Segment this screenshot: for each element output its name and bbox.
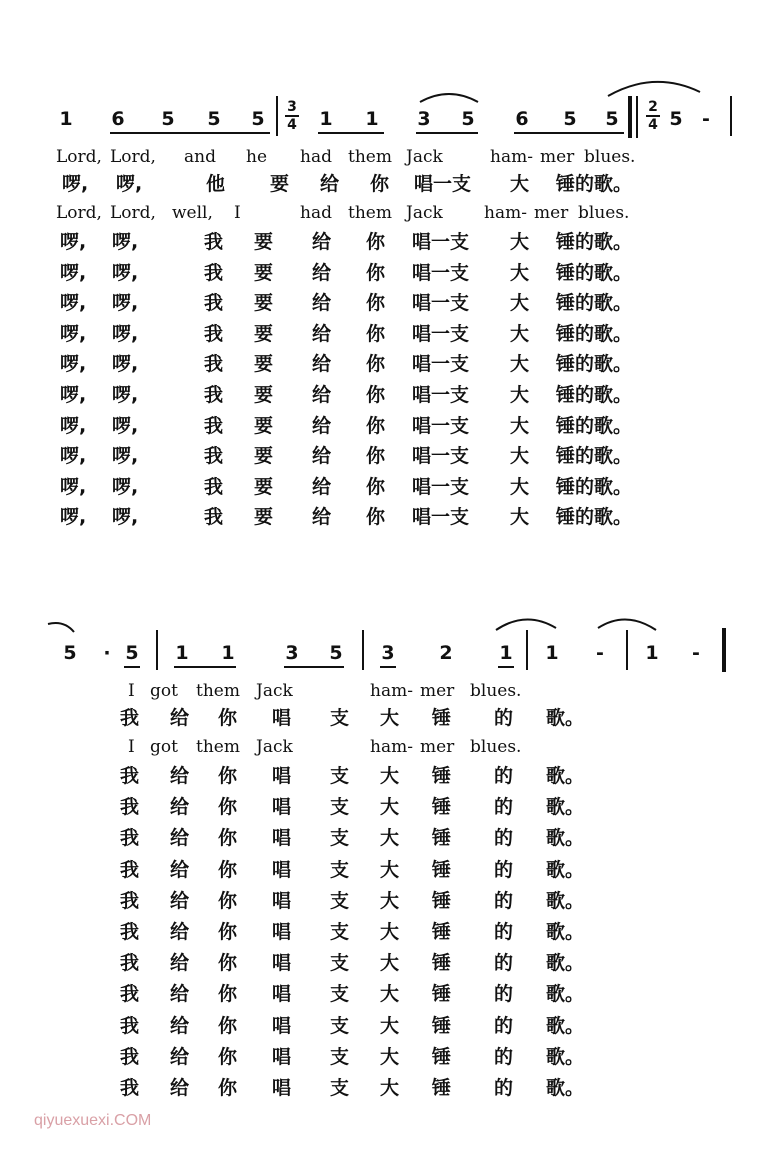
note: 5 (329, 642, 343, 664)
note: 1 (175, 642, 189, 664)
lyric-char: 你 (218, 889, 238, 912)
lyric-char: 大 (380, 889, 400, 912)
lyric-char: 你 (218, 707, 238, 729)
lyric-char: 唱 (272, 921, 292, 943)
lyric-char: 给 (170, 952, 190, 975)
lyric-char: 要 (254, 506, 274, 529)
lyric-char: 唱 (272, 983, 292, 1006)
lyric-char: 支 (330, 952, 350, 975)
lyric-char: 歌。 (546, 1077, 585, 1099)
lyric-char: 锤 (432, 858, 452, 881)
time-signature: 2 4 (646, 100, 660, 132)
dash: - (596, 642, 604, 664)
lyric-char: 你 (218, 921, 238, 943)
lyric-word: Jack (256, 681, 293, 701)
lyric-char: 你 (370, 173, 390, 195)
note: 1 (645, 642, 659, 664)
lyric-char: 支 (330, 921, 350, 943)
lyric-char: 要 (254, 384, 274, 406)
lyric-char: 的 (494, 765, 514, 787)
lyric-char: 我 (204, 384, 224, 406)
lyric-char: 给 (312, 475, 332, 498)
lyric-char: 唱 (272, 858, 292, 881)
lyric-char: 唱一支 (412, 475, 470, 498)
beam-underline (498, 666, 514, 668)
lyric-char: 唱 (272, 1014, 292, 1037)
lyric-char: 给 (170, 889, 190, 912)
lyric-char: 啰, (60, 322, 87, 345)
lyric-char: 给 (312, 322, 332, 345)
lyric-word: had (300, 147, 332, 167)
lyric-char: 唱一支 (412, 506, 470, 529)
lyric-char: 我 (204, 414, 224, 437)
lyric-char: 的 (494, 889, 514, 912)
slur (418, 90, 480, 104)
note: 1 (59, 108, 73, 130)
lyric-char: 啰, (112, 414, 139, 437)
lyric-char: 大 (510, 173, 530, 195)
lyric-word: mer (420, 681, 455, 701)
lyric-char: 锤的歌。 (556, 475, 633, 498)
dot: · (103, 642, 111, 664)
lyric-char: 你 (218, 765, 238, 787)
lyric-char: 啰, (60, 231, 87, 253)
lyric-char: 你 (366, 445, 386, 468)
lyric-char: 唱 (272, 765, 292, 787)
lyric-char: 大 (380, 707, 400, 729)
note: 3 (285, 642, 299, 664)
note: 3 (381, 642, 395, 664)
lyric-char: 你 (218, 796, 238, 819)
lyric-char: 啰, (112, 353, 139, 376)
lyric-word: Lord, (110, 203, 156, 223)
lyric-word: them (348, 147, 392, 167)
lyric-word: had (300, 203, 332, 223)
lyric-char: 你 (366, 414, 386, 437)
lyric-char: 啰, (112, 475, 139, 498)
lyric-char: 你 (366, 322, 386, 345)
lyric-char: 唱 (272, 1045, 292, 1068)
lyric-char: 你 (218, 952, 238, 975)
lyric-char: 锤的歌。 (556, 173, 633, 195)
lyric-char: 的 (494, 827, 514, 850)
lyric-word: mer (534, 203, 569, 223)
lyric-char: 锤 (432, 1014, 452, 1037)
lyric-char: 的 (494, 1045, 514, 1068)
lyric-char: 的 (494, 858, 514, 881)
lyric-word: blues. (578, 203, 630, 223)
lyric-char: 歌。 (546, 889, 585, 912)
lyric-char: 给 (312, 231, 332, 253)
note: 1 (221, 642, 235, 664)
lyric-char: 锤 (432, 983, 452, 1006)
lyric-char: 给 (312, 292, 332, 315)
beam-underline (124, 666, 140, 668)
lyric-char: 我 (204, 231, 224, 253)
lyric-char: 支 (330, 983, 350, 1006)
lyric-char: 要 (254, 414, 274, 437)
lyric-char: 大 (510, 353, 530, 376)
lyric-char: 支 (330, 889, 350, 912)
lyric-char: 唱一支 (414, 173, 472, 195)
lyric-char: 我 (204, 292, 224, 315)
lyric-char: 歌。 (546, 765, 585, 787)
lyric-char: 啰, (60, 445, 87, 468)
lyric-char: 我 (120, 1045, 140, 1068)
lyric-char: 锤 (432, 1045, 452, 1068)
lyric-char: 锤 (432, 952, 452, 975)
lyric-word: them (348, 203, 392, 223)
lyric-char: 大 (510, 414, 530, 437)
lyric-char: 大 (510, 261, 530, 284)
lyric-word: ham- (370, 737, 413, 757)
lyric-word: ham- (490, 147, 533, 167)
slur (606, 76, 702, 98)
lyric-char: 支 (330, 1045, 350, 1068)
lyric-char: 要 (270, 173, 290, 195)
lyric-char: 的 (494, 707, 514, 729)
lyric-char: 他 (206, 173, 226, 195)
lyric-char: 你 (218, 1014, 238, 1037)
lyric-char: 啰, (60, 506, 87, 529)
lyric-char: 你 (366, 384, 386, 406)
lyric-char: 啰, (112, 506, 139, 529)
lyric-word: Jack (406, 147, 443, 167)
lyric-word: Jack (406, 203, 443, 223)
lyric-char: 锤 (432, 921, 452, 943)
lyric-char: 歌。 (546, 952, 585, 975)
lyric-word: Lord, (110, 147, 156, 167)
lyric-char: 要 (254, 261, 274, 284)
lyric-word: blues. (470, 737, 522, 757)
lyric-char: 锤的歌。 (556, 414, 633, 437)
lyric-char: 大 (510, 475, 530, 498)
lyric-char: 锤的歌。 (556, 506, 633, 529)
lyric-char: 唱 (272, 827, 292, 850)
lyric-char: 大 (380, 952, 400, 975)
lyric-word: Lord, (56, 147, 102, 167)
watermark: qiyuexuexi.COM (34, 1112, 152, 1129)
lyric-char: 我 (120, 921, 140, 943)
lyric-word: ham- (370, 681, 413, 701)
lyric-char: 唱一支 (412, 231, 470, 253)
lyric-char: 支 (330, 765, 350, 787)
lyric-char: 啰, (112, 384, 139, 406)
lyric-char: 锤的歌。 (556, 384, 633, 406)
lyric-char: 锤 (432, 765, 452, 787)
lyric-char: 大 (380, 1045, 400, 1068)
lyric-char: 锤的歌。 (556, 353, 633, 376)
lyric-char: 给 (312, 506, 332, 529)
lyric-char: 啰, (112, 322, 139, 345)
lyric-char: 啰, (60, 475, 87, 498)
lyric-char: 支 (330, 1077, 350, 1099)
note: 5 (63, 642, 77, 664)
lyric-char: 啰, (60, 414, 87, 437)
lyric-char: 锤 (432, 796, 452, 819)
dash: - (702, 108, 710, 130)
lyric-char: 你 (366, 292, 386, 315)
lyric-char: 的 (494, 1077, 514, 1099)
lyric-word: I (128, 737, 135, 757)
lyric-char: 要 (254, 353, 274, 376)
lyric-char: 要 (254, 322, 274, 345)
lyric-char: 我 (120, 858, 140, 881)
lyric-char: 我 (120, 707, 140, 729)
lyric-char: 锤 (432, 889, 452, 912)
lyric-char: 我 (120, 1077, 140, 1099)
lyric-char: 大 (510, 384, 530, 406)
lyric-char: 我 (204, 353, 224, 376)
lyric-char: 要 (254, 445, 274, 468)
lyric-word: he (246, 147, 268, 167)
lyric-char: 给 (170, 1077, 190, 1099)
lyric-char: 大 (510, 231, 530, 253)
lyric-word: and (184, 147, 216, 167)
lyric-word: mer (540, 147, 575, 167)
lyric-char: 唱一支 (412, 353, 470, 376)
lyric-char: 啰, (112, 445, 139, 468)
lyric-char: 给 (312, 445, 332, 468)
lyric-char: 的 (494, 921, 514, 943)
lyric-char: 锤 (432, 707, 452, 729)
lyric-char: 你 (366, 353, 386, 376)
lyric-char: 唱 (272, 1077, 292, 1099)
lyric-char: 给 (312, 384, 332, 406)
double-bar-line (628, 96, 632, 138)
lyric-char: 给 (312, 261, 332, 284)
lyric-char: 歌。 (546, 983, 585, 1006)
lyric-char: 我 (204, 261, 224, 284)
lyric-char: 锤的歌。 (556, 231, 633, 253)
lyric-word: blues. (470, 681, 522, 701)
lyric-word: them (196, 681, 240, 701)
lyric-char: 唱一支 (412, 292, 470, 315)
dash: - (692, 642, 700, 664)
lyric-word: I (234, 203, 241, 223)
lyric-word: ham- (484, 203, 527, 223)
lyric-char: 大 (380, 983, 400, 1006)
lyric-char: 给 (170, 765, 190, 787)
lyric-char: 大 (380, 1014, 400, 1037)
lyric-char: 唱 (272, 889, 292, 912)
lyric-char: 给 (170, 983, 190, 1006)
bar-line (626, 630, 628, 670)
beam-underline (380, 666, 396, 668)
lyric-char: 你 (218, 1045, 238, 1068)
lyric-char: 唱一支 (412, 322, 470, 345)
lyric-char: 给 (312, 353, 332, 376)
lyric-char: 啰, (60, 353, 87, 376)
lyric-char: 锤的歌。 (556, 322, 633, 345)
note: 6 (515, 108, 529, 130)
note: 5 (461, 108, 475, 130)
note: 6 (111, 108, 125, 130)
lyric-char: 给 (170, 1014, 190, 1037)
lyric-char: 唱一支 (412, 445, 470, 468)
lyric-char: 锤的歌。 (556, 261, 633, 284)
lyric-char: 大 (380, 796, 400, 819)
lyric-char: 支 (330, 1014, 350, 1037)
bar-line (362, 630, 364, 670)
lyric-char: 唱一支 (412, 414, 470, 437)
lyric-char: 我 (120, 765, 140, 787)
bar-line (526, 630, 528, 670)
lyric-char: 你 (366, 506, 386, 529)
lyric-char: 你 (218, 983, 238, 1006)
beam-underline (514, 132, 624, 134)
lyric-char: 给 (170, 858, 190, 881)
slur (494, 614, 558, 632)
lyric-char: 歌。 (546, 796, 585, 819)
lyric-char: 大 (380, 1077, 400, 1099)
lyric-char: 大 (510, 292, 530, 315)
lyric-char: 我 (120, 889, 140, 912)
slur (46, 620, 76, 634)
lyric-char: 大 (510, 322, 530, 345)
lyric-char: 歌。 (546, 1014, 585, 1037)
bar-line (156, 630, 158, 670)
lyric-char: 啰, (62, 173, 89, 195)
bar-line (636, 96, 638, 138)
lyric-char: 你 (218, 827, 238, 850)
lyric-char: 歌。 (546, 921, 585, 943)
lyric-char: 我 (120, 827, 140, 850)
lyric-char: 支 (330, 858, 350, 881)
bar-line (276, 96, 278, 136)
lyric-char: 给 (312, 414, 332, 437)
lyric-char: 歌。 (546, 827, 585, 850)
lyric-char: 给 (170, 707, 190, 729)
beam-underline (416, 132, 478, 134)
lyric-word: well, (172, 203, 213, 223)
slur (596, 614, 658, 632)
note: 1 (545, 642, 559, 664)
lyric-char: 的 (494, 796, 514, 819)
lyric-char: 要 (254, 475, 274, 498)
lyric-char: 我 (204, 475, 224, 498)
lyric-word: them (196, 737, 240, 757)
beam-underline (318, 132, 384, 134)
note: 5 (125, 642, 139, 664)
note: 1 (319, 108, 333, 130)
lyric-char: 你 (366, 475, 386, 498)
lyric-char: 啰, (112, 261, 139, 284)
lyric-char: 你 (366, 231, 386, 253)
note: 5 (563, 108, 577, 130)
lyric-word: Lord, (56, 203, 102, 223)
lyric-word: mer (420, 737, 455, 757)
lyric-char: 锤的歌。 (556, 445, 633, 468)
lyric-char: 你 (218, 1077, 238, 1099)
lyric-char: 大 (380, 921, 400, 943)
lyric-char: 要 (254, 231, 274, 253)
note: 2 (439, 642, 453, 664)
lyric-word: got (150, 737, 178, 757)
lyric-char: 啰, (60, 384, 87, 406)
lyric-char: 锤 (432, 827, 452, 850)
lyric-char: 歌。 (546, 707, 585, 729)
lyric-char: 给 (170, 1045, 190, 1068)
note: 3 (417, 108, 431, 130)
lyric-char: 我 (120, 1014, 140, 1037)
time-signature: 3 4 (285, 100, 299, 132)
note: 5 (251, 108, 265, 130)
note: 1 (365, 108, 379, 130)
lyric-char: 你 (218, 858, 238, 881)
beam-underline (110, 132, 270, 134)
lyric-char: 歌。 (546, 858, 585, 881)
lyric-char: 唱 (272, 796, 292, 819)
lyric-char: 锤 (432, 1077, 452, 1099)
lyric-char: 啰, (60, 261, 87, 284)
lyric-char: 大 (380, 858, 400, 881)
beam-underline (174, 666, 236, 668)
lyric-char: 啰, (112, 292, 139, 315)
lyric-char: 唱 (272, 952, 292, 975)
note: 5 (605, 108, 619, 130)
lyric-char: 我 (204, 322, 224, 345)
lyric-char: 大 (510, 506, 530, 529)
lyric-char: 歌。 (546, 1045, 585, 1068)
lyric-char: 支 (330, 707, 350, 729)
lyric-char: 给 (170, 796, 190, 819)
lyric-char: 给 (170, 921, 190, 943)
lyric-char: 锤的歌。 (556, 292, 633, 315)
lyric-char: 唱一支 (412, 261, 470, 284)
lyric-char: 给 (170, 827, 190, 850)
lyric-char: 要 (254, 292, 274, 315)
lyric-word: Jack (256, 737, 293, 757)
note: 5 (669, 108, 683, 130)
lyric-char: 我 (120, 952, 140, 975)
note: 5 (161, 108, 175, 130)
lyric-char: 啰, (60, 292, 87, 315)
lyric-char: 大 (380, 827, 400, 850)
lyric-char: 唱 (272, 707, 292, 729)
note: 5 (207, 108, 221, 130)
lyric-char: 给 (320, 173, 340, 195)
lyric-word: got (150, 681, 178, 701)
lyric-word: I (128, 681, 135, 701)
lyric-char: 支 (330, 827, 350, 850)
bar-line (730, 96, 732, 136)
lyric-char: 啰, (116, 173, 143, 195)
lyric-char: 我 (204, 445, 224, 468)
lyric-char: 大 (380, 765, 400, 787)
lyric-char: 啰, (112, 231, 139, 253)
lyric-char: 的 (494, 983, 514, 1006)
lyric-char: 我 (120, 796, 140, 819)
lyric-char: 我 (204, 506, 224, 529)
lyric-char: 大 (510, 445, 530, 468)
lyric-char: 的 (494, 1014, 514, 1037)
lyric-char: 的 (494, 952, 514, 975)
final-bar-line (722, 628, 726, 672)
note: 1 (499, 642, 513, 664)
lyric-char: 唱一支 (412, 384, 470, 406)
lyric-char: 支 (330, 796, 350, 819)
lyric-word: blues. (584, 147, 636, 167)
lyric-char: 我 (120, 983, 140, 1006)
beam-underline (284, 666, 344, 668)
lyric-char: 你 (366, 261, 386, 284)
